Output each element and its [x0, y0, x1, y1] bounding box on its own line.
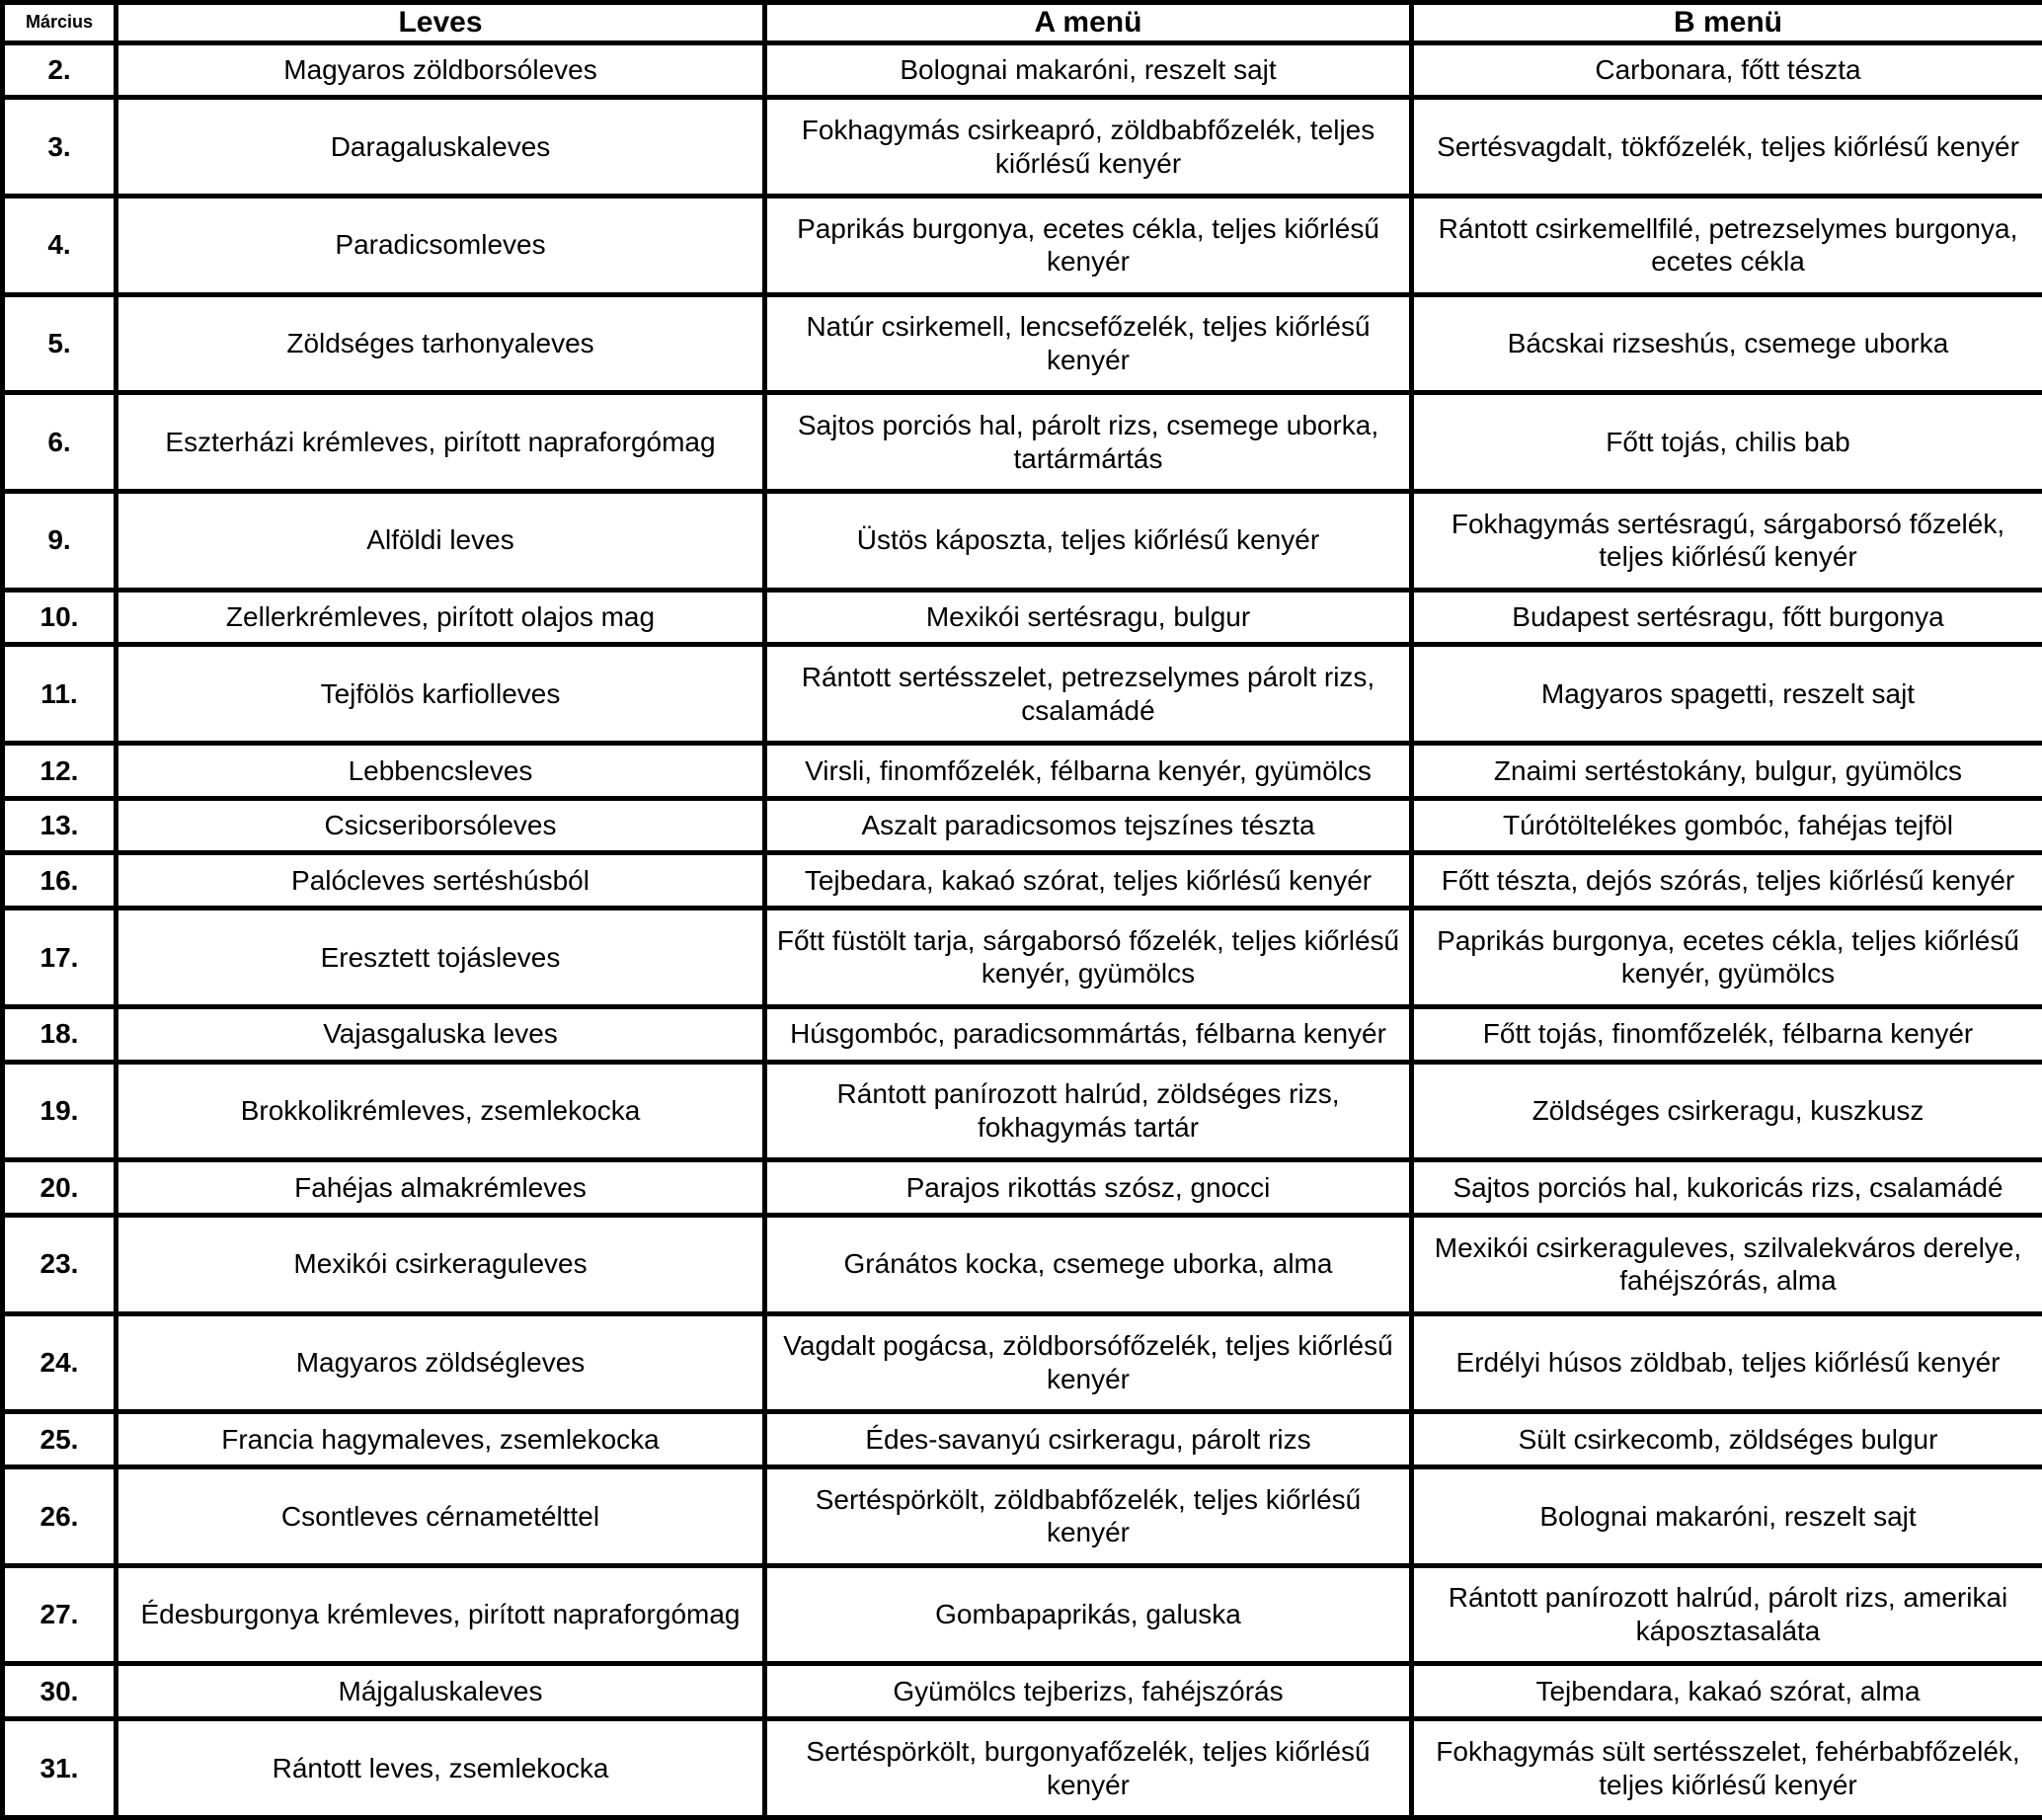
menu-b-cell: Mexikói csirkeraguleves, szilvalekváros derelye, fahéjszórás, alma — [1412, 1215, 2042, 1313]
day-cell: 20. — [3, 1160, 117, 1216]
soup-cell: Francia hagymaleves, zsemlekocka — [117, 1412, 765, 1467]
soup-cell: Palócleves sertéshúsból — [117, 853, 765, 909]
day-cell: 11. — [3, 645, 117, 744]
table-row — [3, 393, 2042, 492]
menu-b-cell: Zöldséges csirkeragu, kuszkusz — [1412, 1062, 2042, 1160]
soup-cell: Májgaluskaleves — [117, 1664, 765, 1719]
menu-a-cell: Parajos rikottás szósz, gnocci — [765, 1160, 1412, 1216]
table-row — [3, 1006, 2042, 1062]
table-row — [3, 1565, 2042, 1664]
soup-cell: Vajasgaluska leves — [117, 1006, 765, 1062]
menu-a-cell: Fokhagymás csirkeapró, zöldbabfőzelék, teljes kiőrlésű kenyér — [765, 98, 1412, 197]
day-cell: 30. — [3, 1664, 117, 1719]
menu-b-column-header: B menü — [1412, 3, 2042, 43]
soup-cell: Lebbencsleves — [117, 743, 765, 798]
day-cell: 13. — [3, 798, 117, 853]
soup-cell: Tejfölös karfiolleves — [117, 645, 765, 744]
table-row — [3, 645, 2042, 744]
menu-b-cell: Paprikás burgonya, ecetes cékla, teljes kiőrlésű kenyér, gyümölcs — [1412, 909, 2042, 1007]
soup-cell: Csontleves cérnametélttel — [117, 1466, 765, 1565]
menu-a-cell: Gyümölcs tejberizs, fahéjszórás — [765, 1664, 1412, 1719]
menu-a-cell: Paprikás burgonya, ecetes cékla, teljes kiőrlésű kenyér — [765, 196, 1412, 294]
table-row — [3, 491, 2042, 590]
day-cell: 26. — [3, 1466, 117, 1565]
menu-b-cell: Rántott csirkemellfilé, petrezselymes burgonya, ecetes cékla — [1412, 196, 2042, 294]
menu-a-cell: Rántott panírozott halrúd, zöldséges rizs, fokhagymás tartár — [765, 1062, 1412, 1160]
day-cell: 24. — [3, 1313, 117, 1412]
table-row — [3, 196, 2042, 294]
table-row — [3, 42, 2042, 98]
day-cell: 16. — [3, 853, 117, 909]
menu-a-cell: Gránátos kocka, csemege uborka, alma — [765, 1215, 1412, 1313]
menu-b-cell: Rántott panírozott halrúd, párolt rizs, amerikai káposztasaláta — [1412, 1565, 2042, 1664]
day-cell: 17. — [3, 909, 117, 1007]
menu-b-cell: Főtt tészta, dejós szórás, teljes kiőrlésű kenyér — [1412, 853, 2042, 909]
header-row — [3, 3, 2042, 43]
menu-b-cell: Főtt tojás, finomfőzelék, félbarna kenyér — [1412, 1006, 2042, 1062]
day-cell: 18. — [3, 1006, 117, 1062]
menu-b-cell: Erdélyi húsos zöldbab, teljes kiőrlésű kenyér — [1412, 1313, 2042, 1412]
menu-b-cell: Sült csirkecomb, zöldséges bulgur — [1412, 1412, 2042, 1467]
menu-b-cell: Főtt tojás, chilis bab — [1412, 393, 2042, 492]
menu-b-cell: Budapest sertésragu, főtt burgonya — [1412, 590, 2042, 645]
menu-a-cell: Gombapaprikás, galuska — [765, 1565, 1412, 1664]
menu-a-cell: Sertéspörkölt, zöldbabfőzelék, teljes kiőrlésű kenyér — [765, 1466, 1412, 1565]
menu-a-cell: Virsli, finomfőzelék, félbarna kenyér, gyümölcs — [765, 743, 1412, 798]
menu-b-cell: Magyaros spagetti, reszelt sajt — [1412, 645, 2042, 744]
soup-cell: Magyaros zöldborsóleves — [117, 42, 765, 98]
soup-cell: Eszterházi krémleves, pirított napraforgómag — [117, 393, 765, 492]
table-row — [3, 1719, 2042, 1818]
menu-a-cell: Üstös káposzta, teljes kiőrlésű kenyér — [765, 491, 1412, 590]
soup-cell: Eresztett tojásleves — [117, 909, 765, 1007]
day-cell: 10. — [3, 590, 117, 645]
table-row — [3, 1412, 2042, 1467]
table-row — [3, 853, 2042, 909]
menu-a-cell: Bolognai makaróni, reszelt sajt — [765, 42, 1412, 98]
month-header: Március — [3, 3, 117, 43]
table-row — [3, 1313, 2042, 1412]
menu-b-cell: Bolognai makaróni, reszelt sajt — [1412, 1466, 2042, 1565]
menu-b-cell: Túrótöltelékes gombóc, fahéjas tejföl — [1412, 798, 2042, 853]
menu-b-cell: Znaimi sertéstokány, bulgur, gyümölcs — [1412, 743, 2042, 798]
soup-cell: Brokkolikrémleves, zsemlekocka — [117, 1062, 765, 1160]
table-row — [3, 1466, 2042, 1565]
menu-b-cell: Tejbendara, kakaó szórat, alma — [1412, 1664, 2042, 1719]
menu-a-cell: Natúr csirkemell, lencsefőzelék, teljes kiőrlésű kenyér — [765, 294, 1412, 393]
menu-a-cell: Édes-savanyú csirkeragu, párolt rizs — [765, 1412, 1412, 1467]
table-row — [3, 590, 2042, 645]
soup-cell: Magyaros zöldségleves — [117, 1313, 765, 1412]
menu-a-cell: Húsgombóc, paradicsommártás, félbarna kenyér — [765, 1006, 1412, 1062]
menu-a-cell: Sertéspörkölt, burgonyafőzelék, teljes kiőrlésű kenyér — [765, 1719, 1412, 1818]
day-cell: 6. — [3, 393, 117, 492]
soup-cell: Paradicsomleves — [117, 196, 765, 294]
menu-a-cell: Mexikói sertésragu, bulgur — [765, 590, 1412, 645]
soup-cell: Csicseriborsóleves — [117, 798, 765, 853]
day-cell: 5. — [3, 294, 117, 393]
soup-cell: Zellerkrémleves, pirított olajos mag — [117, 590, 765, 645]
table-row — [3, 798, 2042, 853]
menu-b-cell: Carbonara, főtt tészta — [1412, 42, 2042, 98]
soup-cell: Daragaluskaleves — [117, 98, 765, 197]
day-cell: 2. — [3, 42, 117, 98]
menu-b-cell: Sertésvagdalt, tökfőzelék, teljes kiőrlésű kenyér — [1412, 98, 2042, 197]
day-cell: 3. — [3, 98, 117, 197]
table-row — [3, 743, 2042, 798]
table-row — [3, 1664, 2042, 1719]
soup-cell: Mexikói csirkeraguleves — [117, 1215, 765, 1313]
menu-a-cell: Aszalt paradicsomos tejszínes tészta — [765, 798, 1412, 853]
menu-a-cell: Vagdalt pogácsa, zöldborsófőzelék, teljes kiőrlésű kenyér — [765, 1313, 1412, 1412]
soup-cell: Alföldi leves — [117, 491, 765, 590]
day-cell: 9. — [3, 491, 117, 590]
table-row — [3, 1062, 2042, 1160]
table-row — [3, 1215, 2042, 1313]
menu-b-cell: Fokhagymás sült sertésszelet, fehérbabfőzelék, teljes kiőrlésű kenyér — [1412, 1719, 2042, 1818]
menu-a-cell: Sajtos porciós hal, párolt rizs, csemege uborka, tartármártás — [765, 393, 1412, 492]
soup-cell: Zöldséges tarhonyaleves — [117, 294, 765, 393]
menu-a-column-header: A menü — [765, 3, 1412, 43]
soup-cell: Rántott leves, zsemlekocka — [117, 1719, 765, 1818]
menu-b-cell: Fokhagymás sertésragú, sárgaborsó főzelék, teljes kiőrlésű kenyér — [1412, 491, 2042, 590]
day-cell: 12. — [3, 743, 117, 798]
day-cell: 27. — [3, 1565, 117, 1664]
day-cell: 23. — [3, 1215, 117, 1313]
table-row — [3, 1160, 2042, 1216]
menu-a-cell: Tejbedara, kakaó szórat, teljes kiőrlésű kenyér — [765, 853, 1412, 909]
soup-column-header: Leves — [117, 3, 765, 43]
menu-b-cell: Sajtos porciós hal, kukoricás rizs, csalamádé — [1412, 1160, 2042, 1216]
menu-b-cell: Bácskai rizseshús, csemege uborka — [1412, 294, 2042, 393]
day-cell: 19. — [3, 1062, 117, 1160]
soup-cell: Édesburgonya krémleves, pirított napraforgómag — [117, 1565, 765, 1664]
day-cell: 25. — [3, 1412, 117, 1467]
day-cell: 31. — [3, 1719, 117, 1818]
table-body — [3, 42, 2042, 1818]
soup-cell: Fahéjas almakrémleves — [117, 1160, 765, 1216]
table-row — [3, 909, 2042, 1007]
day-cell: 4. — [3, 196, 117, 294]
menu-a-cell: Főtt füstölt tarja, sárgaborsó főzelék, teljes kiőrlésű kenyér, gyümölcs — [765, 909, 1412, 1007]
table-row — [3, 98, 2042, 197]
table-row — [3, 294, 2042, 393]
menu-a-cell: Rántott sertésszelet, petrezselymes párolt rizs, csalamádé — [765, 645, 1412, 744]
